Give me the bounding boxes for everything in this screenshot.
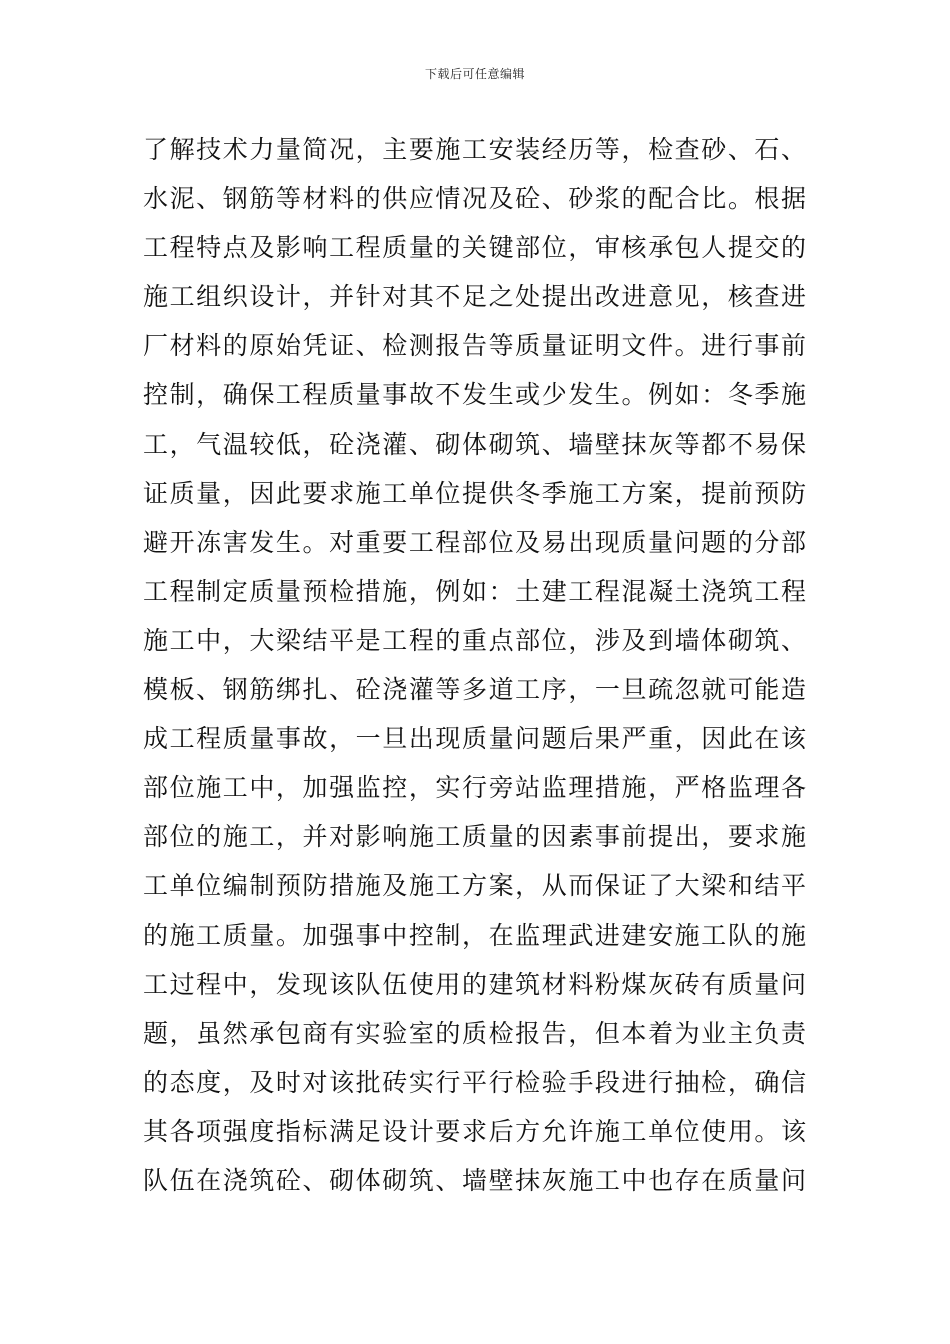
text-line: 避开冻害发生。对重要工程部位及易出现质量问题的分部 bbox=[143, 527, 807, 557]
text-line: 工程特点及影响工程质量的关键部位，审核承包人提交的 bbox=[143, 233, 807, 263]
text-line: 控制，确保工程质量事故不发生或少发生。例如：冬季施 bbox=[143, 380, 807, 410]
page-header: 下载后可任意编辑 bbox=[424, 67, 525, 81]
text-line: 其各项强度指标满足设计要求后方允许施工单位使用。该 bbox=[143, 1116, 807, 1146]
text-line: 题，虽然承包商有实验室的质检报告，但本着为业主负责 bbox=[143, 1018, 807, 1048]
text-line: 施工中，大梁结平是工程的重点部位，涉及到墙体砌筑、 bbox=[143, 625, 807, 655]
text-line: 工程制定质量预检措施，例如：土建工程混凝土浇筑工程 bbox=[143, 576, 807, 606]
text-line: 证质量，因此要求施工单位提供冬季施工方案，提前预防 bbox=[143, 478, 807, 508]
text-line: 厂材料的原始凭证、检测报告等质量证明文件。进行事前 bbox=[143, 331, 807, 361]
text-line: 工过程中，发现该队伍使用的建筑材料粉煤灰砖有质量问 bbox=[143, 969, 807, 999]
text-line: 队伍在浇筑砼、砌体砌筑、墙壁抹灰施工中也存在质量问 bbox=[143, 1165, 807, 1195]
text-line: 施工组织设计，并针对其不足之处提出改进意见，核查进 bbox=[143, 282, 807, 312]
document-body bbox=[143, 125, 807, 1205]
text-line: 模板、钢筋绑扎、砼浇灌等多道工序，一旦疏忽就可能造 bbox=[143, 675, 807, 705]
text-line: 的态度，及时对该批砖实行平行检验手段进行抽检，确信 bbox=[143, 1067, 807, 1097]
text-line: 水泥、钢筋等材料的供应情况及砼、砂浆的配合比。根据 bbox=[143, 184, 807, 214]
text-line: 工单位编制预防措施及施工方案，从而保证了大梁和结平 bbox=[143, 871, 807, 901]
text-line: 的施工质量。加强事中控制，在监理武进建安施工队的施 bbox=[143, 920, 807, 950]
text-line: 部位的施工，并对影响施工质量的因素事前提出，要求施 bbox=[143, 822, 807, 852]
text-line: 了解技术力量简况，主要施工安装经历等，检查砂、石、 bbox=[143, 135, 807, 164]
text-line: 成工程质量事故，一旦出现质量问题后果严重，因此在该 bbox=[143, 724, 807, 754]
text-line: 工，气温较低，砼浇灌、砌体砌筑、墙壁抹灰等都不易保 bbox=[143, 429, 807, 459]
text-line: 部位施工中，加强监控，实行旁站监理措施，严格监理各 bbox=[143, 773, 807, 803]
